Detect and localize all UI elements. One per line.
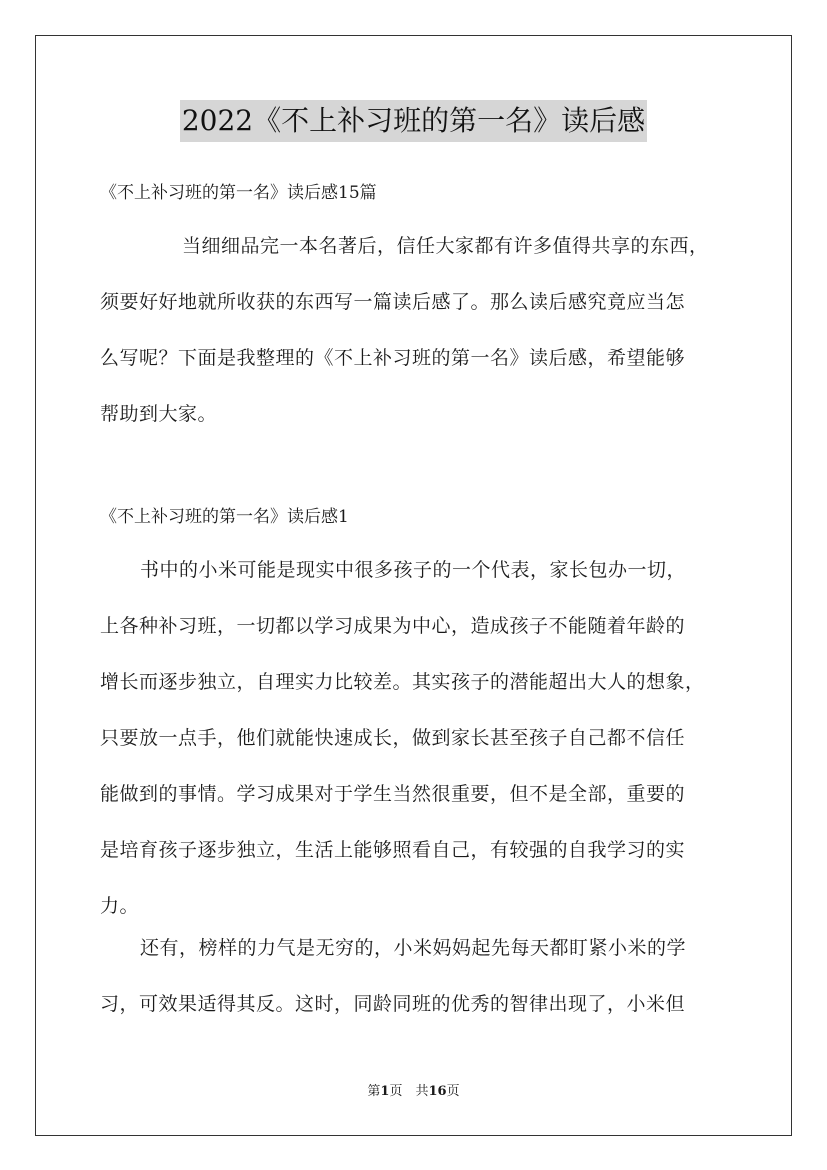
intro-line: 么写呢？下面是我整理的《不上补习班的第一名》读后感，希望能够 — [100, 347, 686, 369]
footer-page-current: 1 — [380, 1084, 390, 1099]
footer-page-mid: 页 共 — [389, 1084, 429, 1099]
body-line: 增长而逐步独立，自理实力比较差。其实孩子的潜能超出大人的想象， — [100, 671, 705, 693]
section-heading: 《不上补习班的第一名》读后感1 — [100, 507, 349, 527]
body-line: 书中的小米可能是现实中很多孩子的一个代表，家长包办一切， — [140, 559, 687, 581]
intro-line: 帮助到大家。 — [100, 403, 218, 425]
body-line: 上各种补习班，一切都以学习成果为中心，造成孩子不能随着年龄的 — [100, 615, 686, 637]
document-title: 2022《不上补习班的第一名》读后感 — [180, 100, 647, 142]
footer-page-prefix: 第 — [367, 1084, 381, 1099]
footer-page-total: 16 — [428, 1084, 447, 1099]
footer-page-suffix: 页 — [446, 1084, 460, 1099]
body-line: 还有，榜样的力气是无穷的，小米妈妈起先每天都盯紧小米的学 — [140, 937, 687, 959]
body-line: 只要放一点手，他们就能快速成长，做到家长甚至孩子自己都不信任 — [100, 727, 686, 749]
intro-paragraph — [100, 218, 740, 442]
page-footer — [0, 1082, 827, 1102]
body-line: 是培育孩子逐步独立，生活上能够照看自己，有较强的自我学习的实 — [100, 839, 686, 861]
body-paragraph-1 — [100, 542, 740, 934]
body-paragraph-2 — [100, 920, 740, 1032]
document-subtitle: 《不上补习班的第一名》读后感15篇 — [100, 183, 377, 203]
title-container — [0, 100, 827, 142]
intro-line: 须要好好地就所收获的东西写一篇读后感了。那么读后感究竟应当怎 — [100, 291, 686, 313]
body-line: 习，可效果适得其反。这时，同龄同班的优秀的智律出现了，小米但 — [100, 993, 686, 1015]
intro-line: 当细细品完一本名著后，信任大家都有许多值得共享的东西， — [182, 235, 709, 257]
body-line: 力。 — [100, 895, 140, 917]
body-line: 能做到的事情。学习成果对于学生当然很重要，但不是全部，重要的 — [100, 783, 686, 805]
